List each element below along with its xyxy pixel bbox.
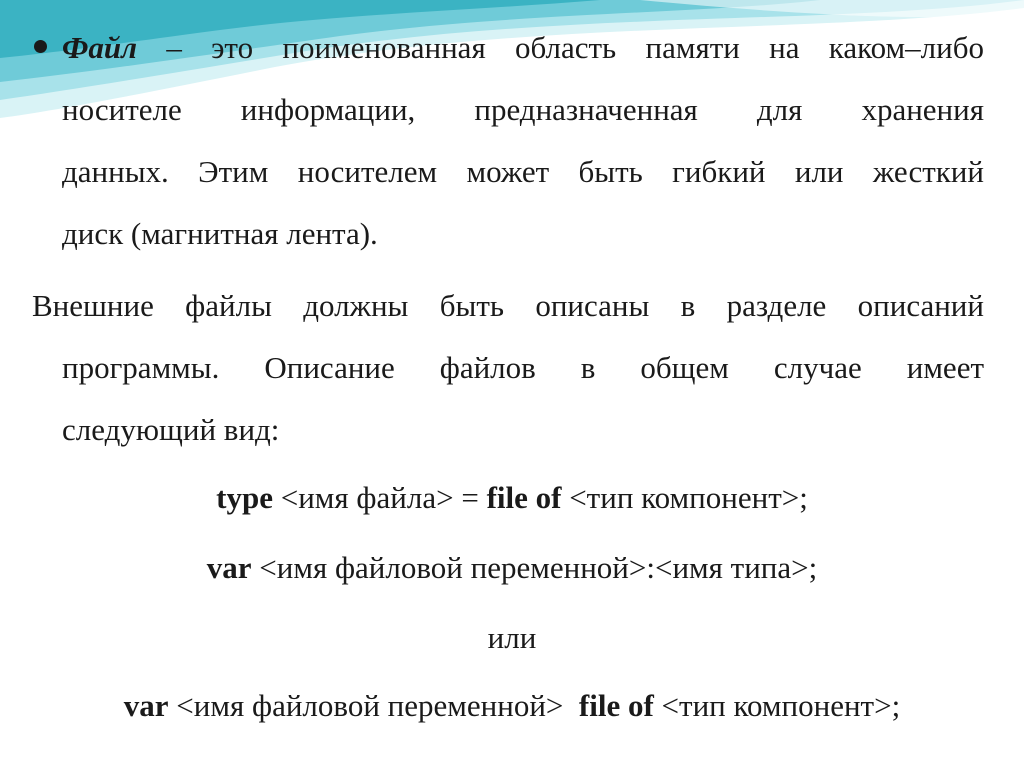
- file-definition-paragraph: [62, 17, 984, 265]
- term-file: Файл: [62, 30, 138, 65]
- code-line4-text1: <имя файловой переменной>: [168, 688, 579, 723]
- code-line4-text2: <тип компонент>;: [653, 688, 901, 723]
- paragraph1-line4: диск (магнитная лента).: [62, 216, 378, 251]
- code-line1-text1: <имя файла> =: [272, 480, 487, 515]
- paragraph1-line3: данных. Этим носителем может быть гибкий или жесткий: [62, 154, 984, 189]
- keyword-file-of: file of: [578, 688, 654, 723]
- code-line3-text: или: [487, 620, 537, 655]
- keyword-var: var: [206, 550, 252, 585]
- code-line-var-file: [0, 686, 1024, 726]
- paragraph2-line1: Внешние файлы должны быть описаны в разделе описаний: [32, 288, 984, 323]
- bullet-dot: [34, 40, 47, 53]
- paragraph2-line3: следующий вид:: [62, 412, 280, 447]
- keyword-var: var: [123, 688, 169, 723]
- keyword-type: type: [216, 480, 273, 515]
- code-line2-text1: <имя файловой переменной>:<имя типа>;: [251, 550, 818, 585]
- code-line-var: [0, 548, 1024, 588]
- paragraph1-line1-text: – это поименованная область памяти на каком–либо: [137, 30, 984, 65]
- external-files-paragraph: [32, 275, 984, 461]
- paragraph1-line1: [62, 17, 984, 79]
- code-line1-text2: <тип компонент>;: [561, 480, 808, 515]
- code-line-or: [0, 618, 1024, 658]
- paragraph1-line2: носителе информации, предназначенная для хранения: [62, 92, 984, 127]
- code-line-type: [0, 478, 1024, 518]
- paragraph2-line2: программы. Описание файлов в общем случае имеет: [62, 350, 984, 385]
- keyword-file-of: file of: [486, 480, 562, 515]
